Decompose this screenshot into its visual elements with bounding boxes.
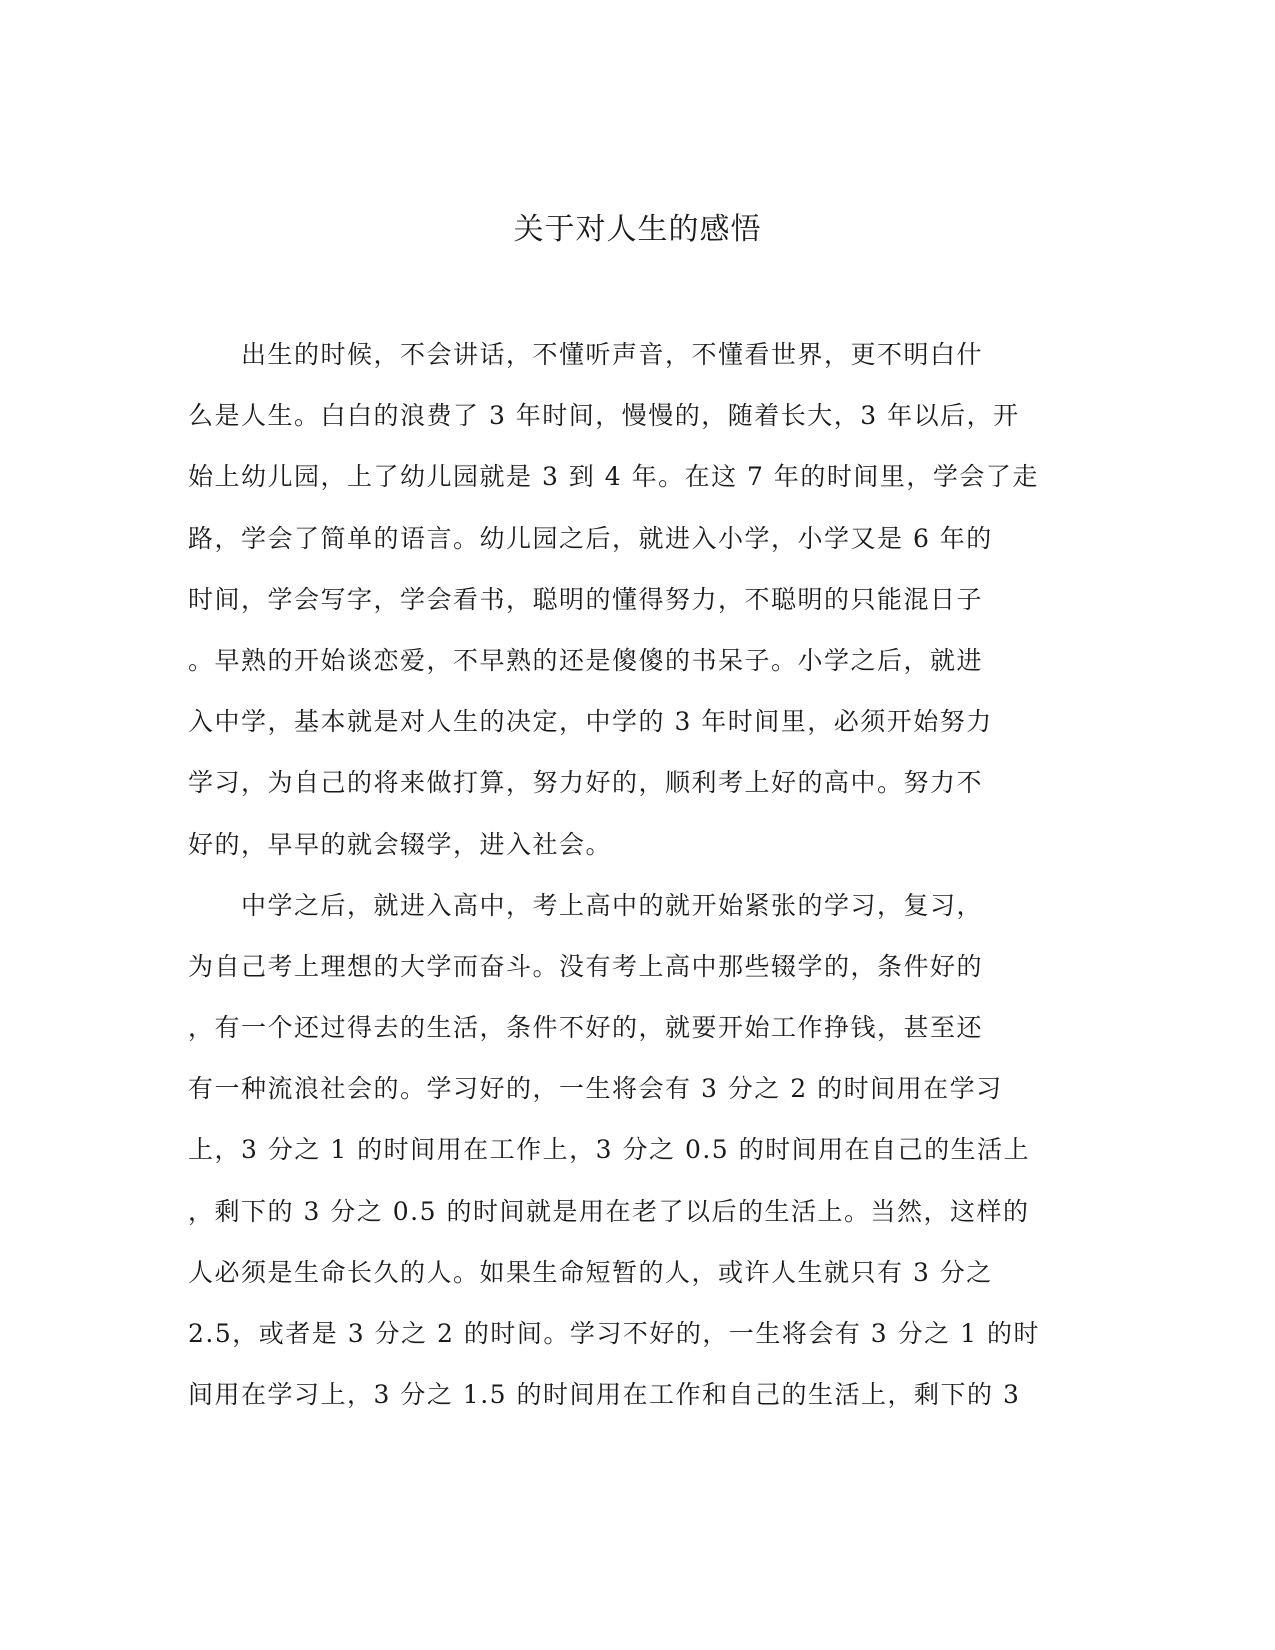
text-line: 么是人生。白白的浪费了 3 年时间，慢慢的，随着长大，3 年以后，开 [188,401,1020,431]
text-line: 好的，早早的就会辍学，进入社会。 [188,829,613,859]
text-line: 入中学，基本就是对人生的决定，中学的 3 年时间里，必须开始努力 [188,707,993,737]
text-line: 出生的时候，不会讲话，不懂听声音，不懂看世界，更不明白什 [188,340,984,369]
text-line: 中学之后，就进入高中，考上高中的就开始紧张的学习，复习， [188,890,984,920]
text-line: 路，学会了简单的语言。幼儿园之后，就进入小学，小学又是 6 年的 [188,523,993,553]
text-line: 2.5，或者是 3 分之 2 的时间。学习不好的，一生将会有 3 分之 1 的时 [188,1319,1040,1348]
document-body [188,324,1088,1425]
text-line: 始上幼儿园，上了幼儿园就是 3 到 4 年。在这 7 年的时间里，学会了走 [188,462,1039,492]
text-line: 人必须是生命长久的人。如果生命短暂的人，或许人生就只有 3 分之 [188,1257,993,1287]
text-line: 时间，学会写字，学会看书，聪明的懂得努力，不聪明的只能混日子 [188,584,984,614]
text-line: 学习，为自己的将来做打算，努力好的，顺利考上好的高中。努力不 [188,768,984,798]
text-line: 上，3 分之 1 的时间用在工作上，3 分之 0.5 的时间用在自己的生活上 [188,1135,1031,1165]
text-line: 为自己考上理想的大学而奋斗。没有考上高中那些辍学的，条件好的 [188,951,984,981]
text-line: ，剩下的 3 分之 0.5 的时间就是用在老了以后的生活上。当然，这样的 [188,1196,1030,1226]
text-line: ，有一个还过得去的生活，条件不好的，就要开始工作挣钱，甚至还 [188,1013,984,1043]
document-title: 关于对人生的感悟 [513,212,762,247]
text-line: 间用在学习上，3 分之 1.5 的时间用在工作和自己的生活上，剩下的 3 [188,1380,1021,1410]
text-line: 有一种流浪社会的。学习好的，一生将会有 3 分之 2 的时间用在学习 [188,1074,1003,1104]
text-line: 。早熟的开始谈恋爱，不早熟的还是傻傻的书呆子。小学之后，就进 [188,645,984,675]
